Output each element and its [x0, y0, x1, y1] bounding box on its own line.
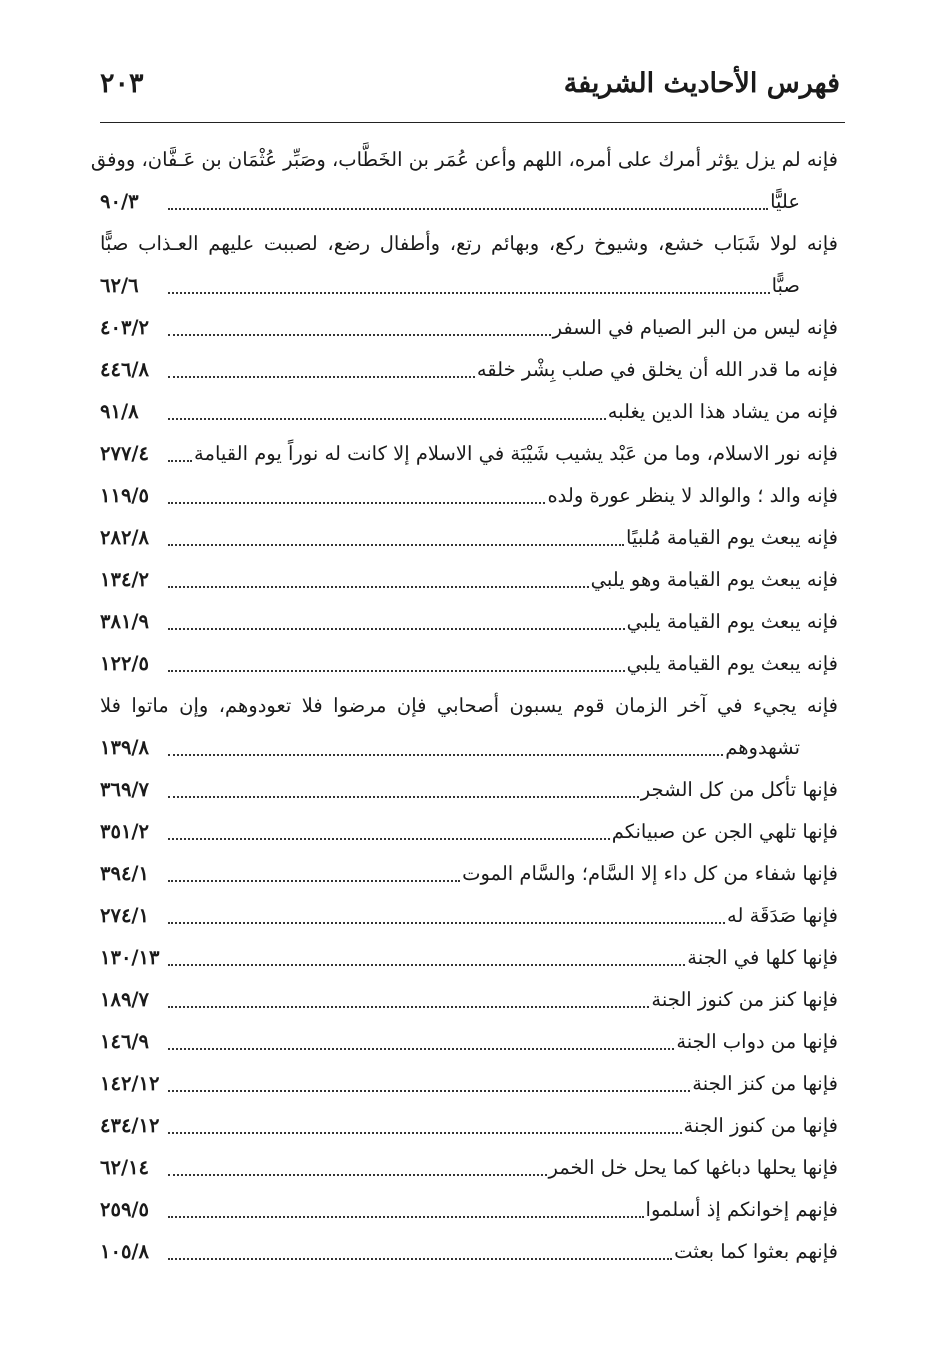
volume-page-reference: ٢٨٢/٨	[100, 525, 150, 549]
entry-line	[100, 978, 838, 1020]
index-entry	[100, 222, 838, 306]
entry-text: فإنها تأكل من كل الشجر	[640, 777, 838, 801]
index-entry	[100, 516, 838, 558]
entry-text: فإنه من يشاد هذا الدين يغلبه	[607, 399, 838, 423]
index-entry	[100, 936, 838, 978]
volume-page-reference: ١٣٠/١٣	[100, 945, 160, 969]
entry-text: فإنه يبعث يوم القيامة مُلبيًا	[626, 525, 838, 549]
entry-line	[100, 600, 838, 642]
entry-text: فإنه ليس من البر الصيام في السفر	[552, 315, 838, 339]
entry-text: فإنها شفاء من كل داء إلا السَّام؛ والسَّام الموت	[462, 861, 838, 885]
page-header	[100, 62, 840, 112]
entry-line	[100, 1146, 838, 1188]
volume-page-reference: ١٨٩/٧	[100, 987, 150, 1011]
index-entry	[100, 768, 838, 810]
dot-leader	[168, 1090, 690, 1092]
entry-line	[100, 894, 838, 936]
volume-page-reference: ٤٠٣/٢	[100, 315, 150, 339]
dot-leader	[168, 586, 589, 588]
volume-page-reference: ٣٦٩/٧	[100, 777, 150, 801]
entry-first-line	[100, 684, 838, 726]
dot-leader	[168, 1258, 672, 1260]
volume-page-reference: ١٤٢/١٢	[100, 1071, 160, 1095]
entry-text-line1: فإنه يجيء في آخر الزمان قوم يسبون أصحابي فإن مرضوا فلا تعودوهم، وإن ماتوا فلا	[100, 693, 838, 717]
entry-line	[100, 474, 838, 516]
entry-text: فإنه يبعث يوم القيامة يلبي	[626, 651, 838, 675]
index-entry	[100, 642, 838, 684]
dot-leader	[168, 628, 625, 630]
dot-leader	[168, 376, 475, 378]
dot-leader	[168, 838, 610, 840]
index-entry	[100, 390, 838, 432]
index-entry	[100, 1062, 838, 1104]
entry-line	[100, 348, 838, 390]
entry-line	[100, 1188, 838, 1230]
volume-page-reference: ١٢٢/٥	[100, 651, 150, 675]
entry-text: فإنها من دواب الجنة	[676, 1029, 838, 1053]
entry-text: تشهدوهم	[725, 735, 800, 759]
dot-leader	[168, 1006, 649, 1008]
entry-text: فإنها من كنوز الجنة	[683, 1113, 838, 1137]
entry-line	[100, 1020, 838, 1062]
entry-line	[100, 936, 838, 978]
dot-leader	[168, 292, 770, 294]
index-entry	[100, 432, 838, 474]
volume-page-reference: ١١٩/٥	[100, 483, 150, 507]
index-entry	[100, 558, 838, 600]
entry-text: فإنها من كنز الجنة	[692, 1071, 838, 1095]
index-entry	[100, 1188, 838, 1230]
dot-leader	[168, 922, 725, 924]
dot-leader	[168, 754, 723, 756]
entry-text: فإنه نور الاسلام، وما من عَبْد يشيب شَيْبَة في الاسلام إلا كانت له نوراً يوم القيامة	[194, 441, 838, 465]
entry-text-line1: فإنه لم يزل يؤثر أمرك على أمره، اللهم وأعن عُمَر بن الخَطَّاب، وصَبِّر عُثْمَان بن عَـفَّان، ووفق	[90, 147, 838, 171]
volume-page-reference: ٢٥٩/٥	[100, 1197, 150, 1221]
entry-line	[100, 768, 838, 810]
volume-page-reference: ٦٢/١٤	[100, 1155, 150, 1179]
volume-page-reference: ٣٥١/٢	[100, 819, 150, 843]
volume-page-reference: ٦٢/٦	[100, 273, 139, 297]
volume-page-reference: ١٤٦/٩	[100, 1029, 150, 1053]
volume-page-reference: ٣٨١/٩	[100, 609, 150, 633]
volume-page-reference: ٤٣٤/١٢	[100, 1113, 160, 1137]
entry-text: فإنهم إخوانكم إذ أسلموا	[645, 1197, 838, 1221]
index-entry	[100, 894, 838, 936]
volume-page-reference: ١٠٥/٨	[100, 1239, 150, 1263]
entry-text: فإنه يبعث يوم القيامة وهو يلبي	[590, 567, 838, 591]
dot-leader	[168, 1174, 547, 1176]
dot-leader	[168, 796, 639, 798]
volume-page-reference: ٩٠/٣	[100, 189, 139, 213]
entry-first-line	[90, 138, 838, 180]
volume-page-reference: ١٣٤/٢	[100, 567, 150, 591]
entry-text: عليًّا	[770, 189, 800, 213]
entry-line	[100, 264, 838, 306]
entry-line	[100, 726, 838, 768]
entry-line	[100, 180, 838, 222]
entry-text: صبًّا	[771, 273, 800, 297]
dot-leader	[168, 964, 685, 966]
entry-text: فإنها كنز من كنوز الجنة	[651, 987, 838, 1011]
entry-text: فإنه والد ؛ والوالد لا ينظر عورة ولده	[547, 483, 838, 507]
index-entry	[100, 1020, 838, 1062]
entry-line	[100, 306, 838, 348]
volume-page-reference: ١٣٩/٨	[100, 735, 150, 759]
entry-text: فإنها يحلها دباغها كما يحل خل الخمر	[548, 1155, 838, 1179]
entry-text: فإنها تلهي الجن عن صبيانكم	[611, 819, 838, 843]
entry-text: فإنها كلها في الجنة	[687, 945, 838, 969]
entry-text-line1: فإنه لولا شَبَاب خشع، وشيوخ ركع، وبهائم رتع، وأطفال رضع، لصببت عليهم العـذاب صبًّا	[100, 231, 838, 255]
index-entry	[100, 978, 838, 1020]
dot-leader	[168, 1132, 682, 1134]
entry-line	[100, 390, 838, 432]
entry-line	[100, 516, 838, 558]
entry-text: فإنه يبعث يوم القيامة يلبي	[626, 609, 838, 633]
dot-leader	[168, 418, 606, 420]
dot-leader	[168, 208, 768, 210]
page-number: ٢٠٣	[100, 68, 144, 99]
dot-leader	[168, 334, 551, 336]
index-entry	[100, 1104, 838, 1146]
index-entry	[100, 810, 838, 852]
header-rule	[100, 122, 845, 123]
dot-leader	[168, 460, 192, 462]
volume-page-reference: ٢٧٧/٤	[100, 441, 150, 465]
volume-page-reference: ٤٤٦/٨	[100, 357, 150, 381]
dot-leader	[168, 502, 545, 504]
volume-page-reference: ٣٩٤/١	[100, 861, 150, 885]
entry-line	[100, 1104, 838, 1146]
index-entry	[100, 1146, 838, 1188]
index-entry	[100, 348, 838, 390]
entry-line	[100, 852, 838, 894]
dot-leader	[168, 544, 624, 546]
page-title: فهرس الأحاديث الشريفة	[563, 68, 840, 99]
hadith-index-list	[90, 138, 838, 1272]
entry-line	[100, 432, 838, 474]
index-entry	[100, 1230, 838, 1272]
volume-page-reference: ٢٧٤/١	[100, 903, 150, 927]
dot-leader	[168, 880, 460, 882]
dot-leader	[168, 670, 625, 672]
entry-first-line	[100, 222, 838, 264]
entry-line	[100, 642, 838, 684]
index-entry	[90, 138, 838, 222]
dot-leader	[168, 1048, 674, 1050]
dot-leader	[168, 1216, 644, 1218]
index-entry	[100, 600, 838, 642]
entry-line	[100, 1230, 838, 1272]
entry-line	[100, 810, 838, 852]
entry-text: فإنه ما قدر الله أن يخلق في صلب بِشْر خلقه	[476, 357, 838, 381]
index-entry	[100, 684, 838, 768]
entry-text: فإنها صَدَقَة له	[727, 903, 838, 927]
volume-page-reference: ٩١/٨	[100, 399, 139, 423]
index-entry	[100, 852, 838, 894]
entry-line	[100, 558, 838, 600]
entry-text: فإنهم بعثوا كما بعثت	[674, 1239, 838, 1263]
index-entry	[100, 306, 838, 348]
entry-line	[100, 1062, 838, 1104]
index-entry	[100, 474, 838, 516]
